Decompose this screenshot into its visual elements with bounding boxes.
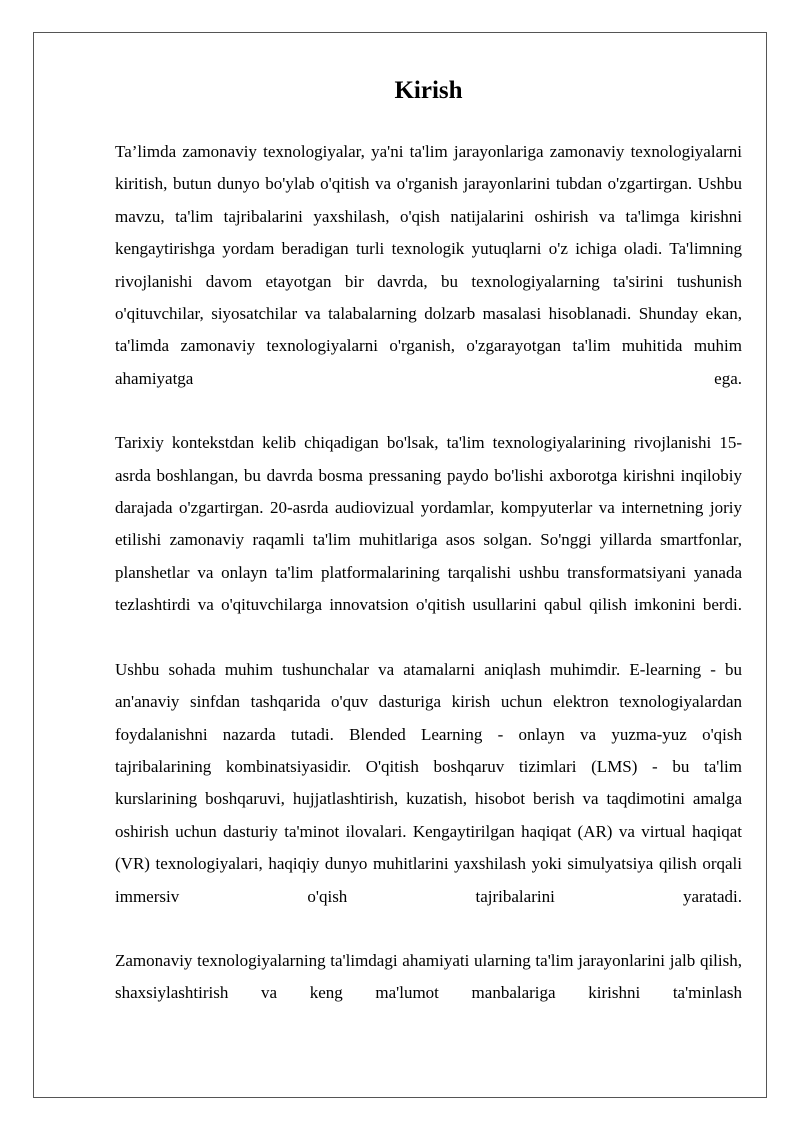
document-body xyxy=(115,75,742,1010)
paragraph-key-concepts: Ushbu sohada muhim tushunchalar va atamalarni aniqlash muhimdir. E-learning - bu an'anaviy sinfdan tashqarida o'quv dasturiga kirish uchun elektron texnologiyalardan foydalanishni nazarda tutadi. Blended Learning - onlayn va yuzma-yuz o'qish tajribalarining kombinatsiyasidir. O'qitish boshqaruv tizimlari (LMS) - bu ta'lim kurslarining boshqaruvi, hujjatlashtirish, kuzatish, hisobot berish va taqdimotini amalga oshirish uchun dasturiy ta'minot ilovalari. Kengaytirilgan haqiqat (AR) va virtual haqiqat (VR) texnologiyalari, haqiqiy dunyo muhitlarini yaxshilash yoki simulyatsiya qilish orqali immersiv o'qish tajribalarini yaratadi. xyxy=(115,659,742,906)
paragraph-historical-context: Tarixiy kontekstdan kelib chiqadigan bo'lsak, ta'lim texnologiyalarining rivojlanishi 15-asrda boshlangan, bu davrda bosma pressaning paydo bo'lishi axborotga kirishni inqilobiy darajada o'zgartirgan. 20-asrda audiovizual yordamlar, kompyuterlar va internetning joriy etilishi zamonaviy raqamli ta'lim muhitlariga asos solgan. So'nggi yillarda smartfonlar, planshetlar va onlayn ta'lim platformalarining tarqalishi ushbu transformatsiyani yanada tezlashtirdi va o'qituvchilarga innovatsion o'qitish usullarini qabul qilish imkonini berdi. xyxy=(115,433,742,615)
paragraph-introduction: Ta’limda zamonaviy texnologiyalar, ya'ni ta'lim jarayonlariga zamonaviy texnologiyalarni kiritish, butun dunyo bo'ylab o'qitish va o'rganish jarayonlarini tubdan o'zgartirgan. Ushbu mavzu, ta'lim tajribalarini yaxshilash, o'qish natijalarini oshirish va ta'limga kirishni kengaytirishga yordam beradigan turli texnologik yutuqlarni o'z ichiga oladi. Ta'limning rivojlanishi davom etayotgan bir davrda, bu texnologiyalarning ta'sirini tushunish o'qituvchilar, siyosatchilar va talabalarning dolzarb masalasi hisoblanadi. Shunday ekan, ta'limda zamonaviy texnologiyalarni o'rganish, o'zgarayotgan ta'lim muhitida muhim ahamiyatga ega. xyxy=(115,142,742,388)
document-title: Kirish xyxy=(394,77,463,104)
paragraph-importance: Zamonaviy texnologiyalarning ta'limdagi ahamiyati ularning ta'lim jarayonlarini jalb qilish, shaxsiylashtirish va keng ma'lumot manbalariga kirishni ta'minlash xyxy=(115,950,742,1003)
